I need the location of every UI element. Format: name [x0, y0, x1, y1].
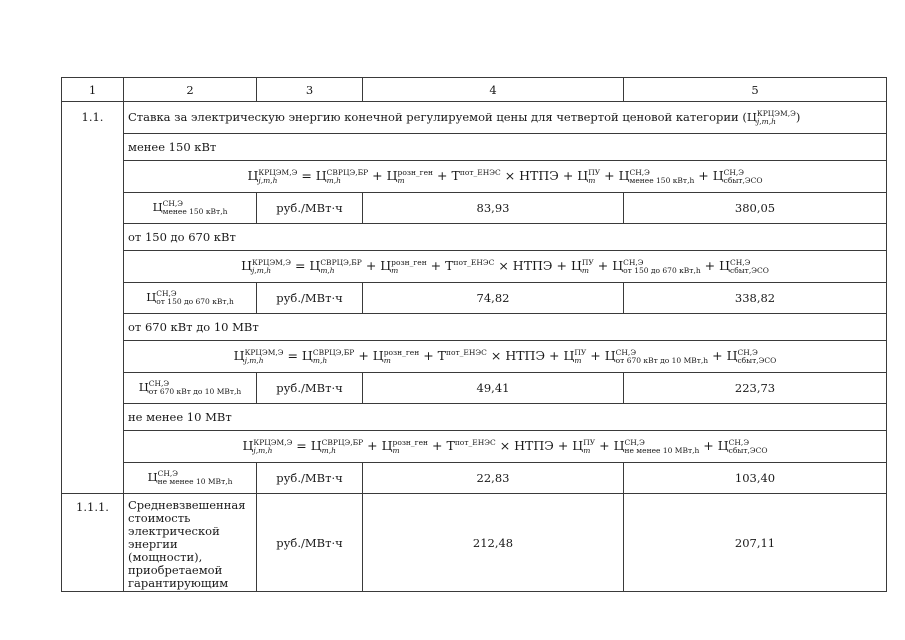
header-row: [62, 78, 887, 102]
component-symbol: Ц СН,Э от 150 до 670 кВт,h: [124, 283, 257, 314]
subsection-description: Средневзвешенная стоимость электрической энергии (мощности), приобретаемой гарантирующим: [124, 494, 257, 592]
value-col-4: 49,41: [363, 373, 624, 404]
group-name: менее 150 кВт: [124, 134, 887, 161]
tariff-table: [61, 77, 887, 592]
formula: Ц КРЦЭМ,Э j,m,h = Ц СВРЦЭ,БР m,h + Ц розн_ген m + $Т^{пот\_ЕНЭС}$ × НТПЭ + Ц ПУ m + Ц СН,Э не менее 10 МВт,h + Ц СН,Э сбыт,ЭСО: [124, 431, 887, 463]
group-header-row: [62, 134, 887, 161]
header-col-5: 5: [624, 78, 887, 102]
header-col-4: 4: [363, 78, 624, 102]
group-name: от 670 кВт до 10 МВт: [124, 314, 887, 341]
unit: руб./МВт·ч: [257, 193, 363, 224]
section-number: 1.1.: [62, 102, 124, 494]
component-symbol: Ц СН,Э менее 150 кВт,h: [124, 193, 257, 224]
formula: Ц КРЦЭМ,Э j,m,h = Ц СВРЦЭ,БР m,h + Ц розн_ген m + $Т^{пот\_ЕНЭС}$ × НТПЭ + Ц ПУ m + Ц СН,Э от 150 до 670 кВт,h + Ц СН,Э сбыт,ЭСО: [124, 251, 887, 283]
subsection-row: [62, 494, 887, 592]
unit: руб./МВт·ч: [257, 283, 363, 314]
section-title-cell: Ставка за электрическую энергию конечной регулируемой цены для четвертой ценовой категории (Ц КРЦЭМ,Э j,m,h ): [124, 102, 887, 134]
group-header-row: [62, 224, 887, 251]
group-header-row: [62, 314, 887, 341]
value-col-5: 223,73: [624, 373, 887, 404]
formula: Ц КРЦЭМ,Э j,m,h = Ц СВРЦЭ,БР m,h + Ц розн_ген m + $Т^{пот\_ЕНЭС}$ × НТПЭ + Ц ПУ m + Ц СН,Э от 670 кВт до 10 МВт,h + Ц СН,Э сбыт,ЭСО: [124, 341, 887, 373]
value-row: [62, 373, 887, 404]
formula-row: [62, 161, 887, 193]
section-row: [62, 102, 887, 134]
formula-row: [62, 341, 887, 373]
component-symbol: Ц СН,Э не менее 10 МВт,h: [124, 463, 257, 494]
component-symbol: Ц СН,Э от 670 кВт до 10 МВт,h: [124, 373, 257, 404]
group-name: не менее 10 МВт: [124, 404, 887, 431]
header-col-1: 1: [62, 78, 124, 102]
formula-row: [62, 431, 887, 463]
unit: руб./МВт·ч: [257, 463, 363, 494]
header-col-3: 3: [257, 78, 363, 102]
formula: Ц КРЦЭМ,Э j,m,h = Ц СВРЦЭ,БР m,h + Ц розн_ген m + $Т^{пот\_ЕНЭС}$ × НТПЭ + Ц ПУ m + Ц СН,Э менее 150 кВт,h + Ц СН,Э сбыт,ЭСО: [124, 161, 887, 193]
section-title: Ставка за электрическую энергию конечной регулируемой цены для четвертой ценовой категории: [128, 109, 739, 124]
subsection-unit: руб./МВт·ч: [257, 494, 363, 592]
group-header-row: [62, 404, 887, 431]
unit: руб./МВт·ч: [257, 373, 363, 404]
value-row: [62, 283, 887, 314]
header-col-2: 2: [124, 78, 257, 102]
subsection-value-col-4: 212,48: [363, 494, 624, 592]
formula-row: [62, 251, 887, 283]
value-col-4: 83,93: [363, 193, 624, 224]
value-row: [62, 463, 887, 494]
subsection-value-col-5: 207,11: [624, 494, 887, 592]
group-name: от 150 до 670 кВт: [124, 224, 887, 251]
subsection-number: 1.1.1.: [62, 494, 124, 592]
value-col-5: 338,82: [624, 283, 887, 314]
value-col-5: 103,40: [624, 463, 887, 494]
value-col-4: 22,83: [363, 463, 624, 494]
value-col-4: 74,82: [363, 283, 624, 314]
section-symbol: Ц КРЦЭМ,Э j,m,h: [746, 108, 796, 126]
value-col-5: 380,05: [624, 193, 887, 224]
value-row: [62, 193, 887, 224]
